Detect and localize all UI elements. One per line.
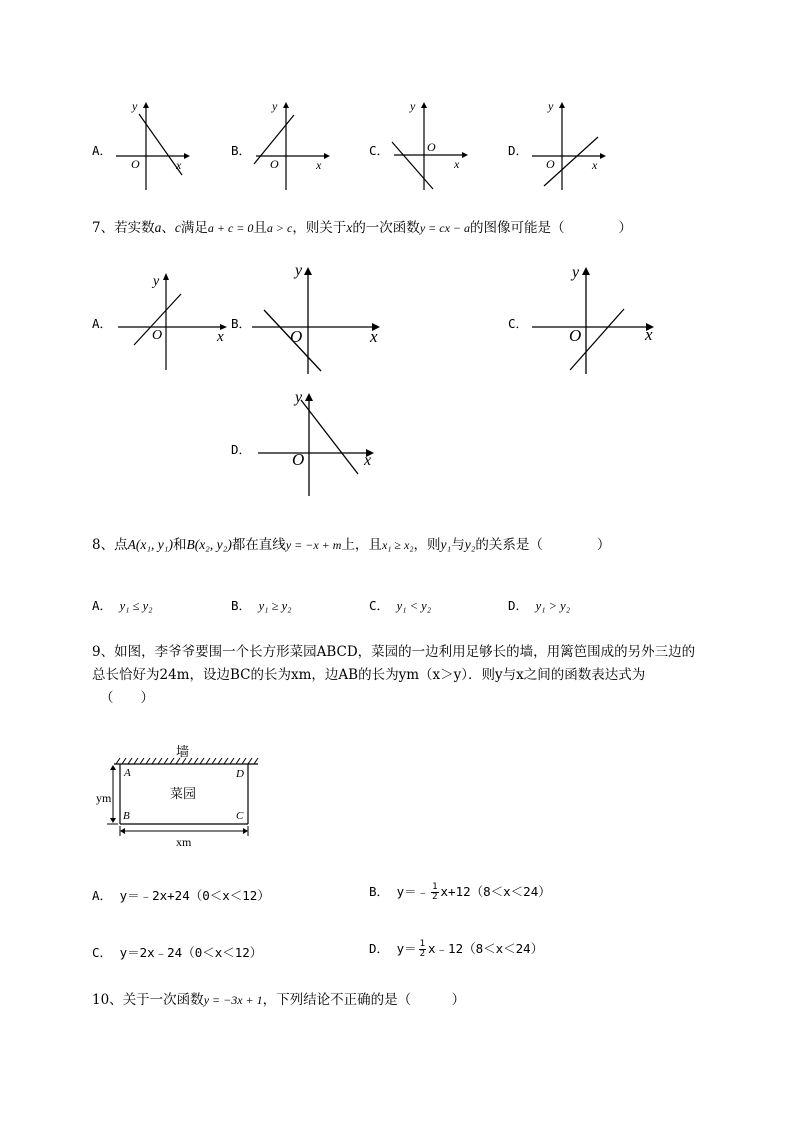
svg-text:x: x: [217, 329, 224, 345]
vertex-b: B: [123, 810, 130, 822]
q9-option-b: B． y＝﹣ $\frac{1}{2}$ x+12（8＜x＜24）: [369, 882, 551, 902]
svg-text:x: x: [592, 158, 598, 172]
q6-option-d-label: D．: [508, 143, 529, 158]
q6-option-c-graph: [390, 100, 470, 192]
svg-text:y: y: [295, 389, 303, 406]
svg-text:x: x: [370, 327, 378, 346]
svg-text:y: y: [295, 262, 303, 279]
q6-option-c-label: C．: [369, 143, 390, 158]
fraction-half: $\frac{1}{2}$: [419, 939, 426, 959]
svg-text:x: x: [645, 325, 653, 344]
fraction-half: $\frac{1}{2}$: [432, 882, 438, 902]
q6-option-d-graph: [528, 100, 608, 192]
svg-text:O: O: [569, 326, 582, 345]
vertex-c: C: [236, 810, 244, 822]
x-axis-arrow: [184, 153, 190, 159]
q6-option-a-label: A．: [92, 143, 113, 158]
q8-option-d: D． y₁ > y₂: [508, 598, 571, 613]
svg-text:O: O: [152, 328, 163, 343]
vertex-d: D: [236, 768, 244, 780]
q9-option-d: D． y＝ $\frac{1}{2}$ x﹣12（8＜x＜24）: [369, 939, 544, 959]
svg-text:O: O: [427, 140, 436, 154]
y-axis-arrow: [143, 102, 149, 108]
origin-label: O: [131, 157, 140, 171]
q9-option-c: C． y＝2x﹣24（0＜x＜12）: [92, 945, 263, 960]
q8-option-c: C． y₁ < y₂: [369, 598, 432, 613]
svg-text:x: x: [454, 157, 460, 171]
svg-text:y: y: [548, 99, 554, 113]
x-axis-label: x: [176, 158, 182, 172]
garden-label: 菜园: [170, 786, 197, 801]
q6-option-b-graph: [252, 100, 332, 192]
y-dimension-label: ym: [96, 791, 112, 805]
q7-option-d-graph: [256, 390, 382, 498]
q7-option-b-label: B．: [231, 316, 252, 331]
q8-option-a: A． y₁ ≤ y₂: [92, 598, 153, 613]
wall-label: 墙: [176, 744, 190, 759]
svg-text:O: O: [546, 157, 555, 171]
q7-option-c-label: C．: [508, 316, 529, 331]
q7-option-b-graph: [250, 262, 386, 376]
svg-text:O: O: [292, 450, 305, 469]
q6-option-a-graph: [112, 100, 192, 192]
svg-text:x: x: [316, 158, 322, 172]
svg-text:O: O: [270, 157, 279, 171]
q10-stem: 10、关于一次函数y = −3x + 1，下列结论不正确的是（ ）: [92, 992, 466, 1008]
q8-stem: 8、点A(x₁, y₁)和B(x₂, y₂)都在直线y = −x + m上，且x₁ ≥ x₂，则y₁与y₂的关系是（ ）: [92, 537, 611, 553]
q8-option-b: B． y₁ ≥ y₂: [231, 598, 292, 613]
svg-text:y: y: [410, 99, 416, 113]
q9-line-1: 9、如图，李爷爷要围一个长方形菜园ABCD，菜园的一边利用足够长的墙，用篱笆围成的另外三边的: [92, 644, 696, 660]
x-dimension-label: xm: [176, 835, 192, 849]
q9-stem: [92, 641, 742, 710]
q6-option-b-label: B．: [231, 143, 252, 158]
q9-line-3: （ ）: [100, 690, 154, 706]
svg-text:x: x: [364, 452, 372, 469]
svg-text:O: O: [290, 327, 303, 346]
svg-text:y: y: [153, 274, 160, 289]
q9-figure-garden: [98, 740, 268, 852]
q7-stem: 7、若实数a、c满足a + c = 0且a > c，则关于x的一次函数y = cx − a的图像可能是（ ）: [92, 220, 632, 236]
q9-option-a: A． y＝﹣2x+24（0＜x＜12）: [92, 888, 270, 903]
q7-option-c-graph: [530, 262, 660, 376]
q7-option-a-graph: [116, 268, 234, 372]
q7-option-a-label: A．: [92, 316, 113, 331]
vertex-a: A: [124, 767, 131, 779]
svg-text:y: y: [272, 99, 278, 113]
q9-line-2: 总长恰好为24m，设边BC的长为xm，边AB的长为ym（x＞y）．则y与x之间的函数表达式为: [92, 667, 646, 683]
y-axis-label: y: [132, 99, 138, 113]
q7-option-d-label: D．: [231, 442, 252, 457]
svg-text:y: y: [572, 264, 580, 281]
